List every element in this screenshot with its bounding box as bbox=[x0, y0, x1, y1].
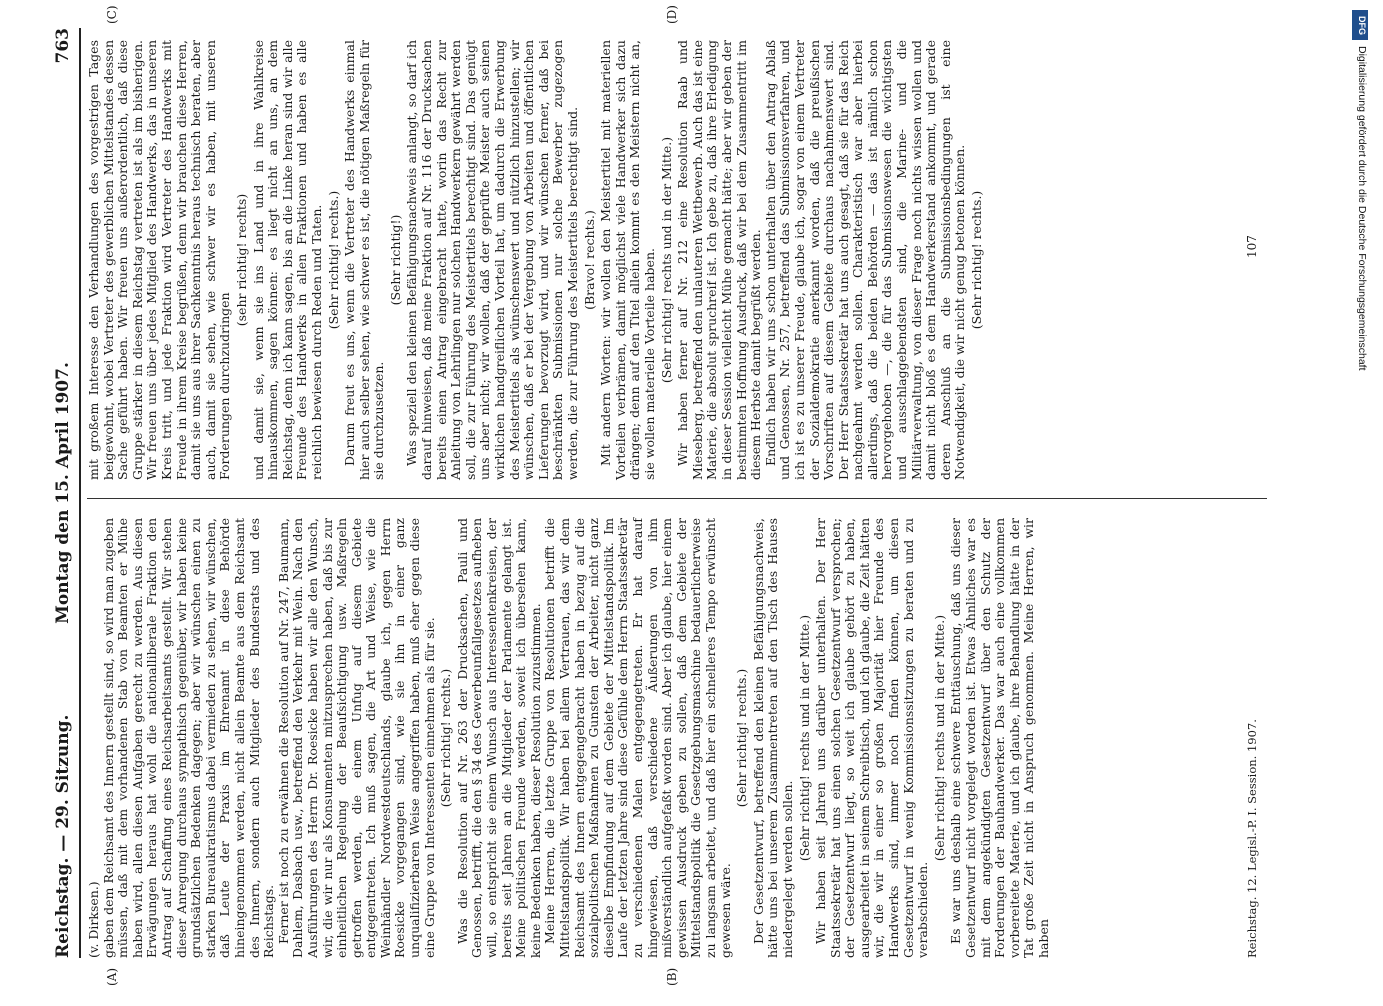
scanned-page bbox=[45, 5, 1295, 986]
paragraph: Darum freut es uns, wenn die Vertreter des Handwerks einmal hier auch selber sehen, wie schwer es ist, die nötigen Maßregeln für sie durchzusetzen. bbox=[342, 40, 387, 480]
interjection: (sehr richtig! rechts) bbox=[233, 193, 249, 327]
paragraph: Wir haben ferner auf Nr. 212 eine Resolution Raab und Mieseberg, betreffend den unlauteren Wettbewerb. Auch das ist eine Materie, die absolut spruchreif ist. Ich gebe zu, daß ihre Erledigung in dieser Session vielleicht Mühe gemacht hätte; aber wir geben der bestimmten Hoffnung Ausdruck, daß wir bei dem Zusammentritt im diesem Herbste damit begrüßt werden. bbox=[675, 40, 764, 480]
paragraph: mit großem Interesse den Verhandlungen des vorgestrigen Tages beigewohnt, wobei Vertreter des gewerblichen Mittelstandes dessen Sache geführt haben. Wir freuen uns außerordentlich, daß diese Gruppe stärker in diesem Reichstag vertreten ist als im bisherigen. Wir freuen uns über jedes Mitglied des Handwerks, das in unseren Kreis tritt, und jede Fraktion wird Vertreter des Handwerks mit Freude in ihrem Kreise begrüßen, denn wir brauchen diese Herren, damit sie uns aus ihrer Sachkenntnis heraus technisch beraten, aber auch, damit sie sehen, wie schwer wir es haben, mit unseren Forderungen durchzudringen bbox=[86, 40, 233, 480]
paragraph: Es war uns deshalb eine schwere Enttäuschung, daß uns dieser Gesetzentwurf nicht vorgelegt worden ist. Etwas Ähnliches war es mit dem angekündigten Gesetzentwurf über den Schutz der Forderungen der Bauhandwerker. Das war auch eine vollkommen vorbereitete Materie, und ich glaube, ihre Behandlung hätte in der Tat große Zeit nicht in Anspruch genommen. Meine Herren, wir haben bbox=[948, 518, 1051, 958]
interjection: (Sehr richtig! rechts und in der Mitte.) bbox=[931, 614, 947, 862]
interjection: (Bravo! rechts.) bbox=[581, 210, 597, 310]
header-rule bbox=[79, 28, 81, 958]
paragraph: und damit sie, wenn sie ins Land und in ihre Wahlkreise hinauskommen, sagen können: es liegt nicht an uns, an dem Reichstag, denn ich kann sagen, bis an die Linke heran sind wir alle Freunde des Handwerks in allen Fraktionen und haben es alle reichlich bewiesen durch Reden und Taten. bbox=[250, 40, 324, 480]
interjection: (Sehr richtig! rechts und in der Mitte.) bbox=[658, 136, 674, 384]
speaker-label: (v. Dirksen.) bbox=[86, 881, 101, 958]
interjection: (Sehr richtig! rechts.) bbox=[734, 668, 750, 808]
interjection: (Sehr richtig! rechts.) bbox=[438, 668, 454, 808]
page-header bbox=[45, 28, 79, 958]
dfg-logo: DFG bbox=[1352, 10, 1368, 40]
paragraph: Der Gesetzentwurf, betreffend den kleinen Befähigungsnachweis, hätte uns bei unserem Zusammentreten auf den Tisch des Hauses niedergelegt werden sollen. bbox=[750, 518, 795, 958]
paragraph: Was speziell den kleinen Befähigungsnachweis anlangt, so darf ich darauf hinweisen, daß meine Fraktion auf Nr. 116 der Drucksachen bereits einen Antrag eingebracht hatte, worin das Recht zur Anleitung von Lehrlingen nur solchen Handwerkern gewährt werden soll, die zur Führung des Meistertitels berechtigt sind. Das genügt uns aber nicht; wir wollen, daß der geprüfte Meister auch seinen wirklichen handgreiflichen Vorteil hat, um dadurch die Erwerbung des Meistertitels als wünschenswert und nützlich hinzustellen; wir wünschen, daß er bei der Vergebung von Arbeiten und öffentlichen Lieferungen bevorzugt wird, und wir wünschen ferner, daß bei beschränkten Submissionen nur solche Bewerber zugezogen werden, die zur Führung des Meistertitels berechtigt sind. bbox=[404, 40, 580, 480]
paragraph: Wir haben seit Jahren uns darüber unterhalten. Der Herr Staatssekretär hat uns einen solchen Gesetzentwurf versprochen; der Gesetzentwurf liegt, so weit ich glaube gehört zu haben, ausgearbeitet in seinem Schreibtisch, und ich glaube, die Zeit hätten wir, die wir in einer so großen Majorität hier Freunde des Handwerks sind, immer noch finden können, um diesen Gesetzentwurf in wenig Kommissionssitzungen zu beraten und zu verabschieden. bbox=[813, 518, 931, 958]
margin-marker-a: (A) bbox=[105, 967, 119, 986]
paragraph: Endlich haben wir uns schon unterhalten über den Antrag Ablaß und Genossen, Nr. 257, betreffend das Submissionsverfahren, und ich ist es zu unserer Freude, glaube ich, sogar von einem Vertreter der Sozialdemokratie anerkannt worden, daß die preußischen Vorschriften auf diesem Gebiete durchaus nachahmenswert sind. Der Herr Staatssekretär hat uns auch gesagt, daß sie für das Reich nachgeahmt werden sollen. Charakteristisch war aber hierbei allerdings, daß die beiden Behörden — das ist nämlich schon hervorgehoben —, die für das Submissionswesen die wichtigsten und ausschlaggebendsten sind, die Marine- und die Militärverwaltung, von dieser Frage noch nichts wissen wollen und damit nicht bloß es dem Handwerkerstand ankommt, und gerade deren Anschluß an die Submissionsbedingungen ist eine Notwendigkeit, die wir nicht genug betonen können. bbox=[762, 40, 968, 480]
interjection: (Sehr richtig! rechts und in der Mitte.) bbox=[796, 614, 812, 862]
margin-marker-c: (C) bbox=[105, 5, 119, 24]
interjection: (Sehr richtig!) bbox=[387, 214, 403, 306]
interjection: (Sehr richtig! rechts.) bbox=[325, 190, 341, 330]
credit-text: Digitalisierung gefördert durch die Deutsche Forschungsgemeinschaft bbox=[1356, 46, 1368, 371]
margin-marker-d: (D) bbox=[665, 5, 679, 24]
paragraph: Was die Resolution auf Nr. 263 der Drucksachen, Pauli und Genossen, betrifft, die den § 34 des Gewerbeunfallgesetzes aufheben will, so entspricht sie einem Wunsch aus Interessentenkreisen, der bereits seit Jahren an die Mitglieder der Parlamente gelangt ist. Meine politischen Freunde werden, soweit ich übersehen kann, keine Bedenken haben, dieser Resolution zuzustimmen. bbox=[454, 518, 543, 958]
header-page-number: 763 bbox=[53, 28, 73, 64]
column-divider bbox=[87, 498, 1267, 499]
right-column bbox=[87, 40, 987, 480]
header-date: Montag den 15. April 1907. bbox=[53, 362, 73, 624]
footer-citation: Reichstag. 12. Legisl.-P. I. Session. 1907. bbox=[1245, 719, 1259, 958]
paragraph: Mit andern Worten: wir wollen den Meistertitel mit materiellen Vorteilen verbrämen, damit möglichst viele Handwerker sich dazu drängen; denn auf den Titel allein kommt es den Meistern nicht an, sie wollen materielle Vorteile haben. bbox=[598, 40, 657, 480]
header-session: Reichstag. — 29. Sitzung. bbox=[53, 714, 73, 958]
rotated-content bbox=[45, 5, 1295, 986]
interjection: (Sehr richtig! rechts.) bbox=[969, 190, 985, 330]
footer-sheet-number: 107 bbox=[1245, 235, 1259, 258]
paragraph: gaben dem Reichsamt des Innern gestellt sind, so wird man zugeben müssen, daß mit dem vorhandenen Stab von Beamten er Mühe haben wird, allen diesen Aufgaben gerecht zu werden. Aus diesen Erwägungen heraus hat wohl die nationalliberale Fraktion den Antrag auf Schaffung eines Reichsarbeitsamts gestellt. Wir stehen dieser Anregung durchaus sympathisch gegenüber, wir haben keine grundsätzlichen Bedenken dagegen; aber wir wünschen einen zu starken Bureaukratismus dabei vermieden zu sehen, wir wünschen, daß Leute der Praxis im Ehrenamt in diese Behörde hineingenommen werden, nicht allein Beamte aus dem Reichsamt des Innern, sondern auch Mitglieder des Bundesrats und des Reichstags. bbox=[100, 518, 277, 958]
margin-marker-b: (B) bbox=[665, 967, 679, 986]
paragraph: Ferner ist noch zu erwähnen die Resolution auf Nr. 247, Baumann, Dahlem, Dasbach usw., betreffend den Verkehr mit Wein. Nach den Ausführungen des Herrn Dr. Roesicke haben wir alle den Wunsch, wir, die wir nur als Konsumenten mitzusprechen haben, daß bis zur einheitlichen Regelung der Beaufsichtigung usw. Maßregeln getroffen werden, die einem Unfug auf diesem Gebiete entgegentreten. Ich muß sagen, die Art und Weise, wie die Weinhändler Nordwestdeutschlands, glaube ich, gegen Herrn Roesicke vorgegangen sind, wie sie ihn in einer ganz unqualifizierbaren Weise angegriffen haben, muß eher gegen diese eine Gruppe von Interessenten einnehmen als für sie. bbox=[275, 518, 437, 958]
left-column bbox=[87, 518, 1052, 958]
paragraph: Meine Herren, die letzte Gruppe von Resolutionen betrifft die Mittelstandspolitik. Wir haben bei allem Vertrauen, das wir dem Reichsamt des Innern entgegengebracht haben in bezug auf die sozialpolitischen Maßnahmen zu Gunsten der Arbeiter, nicht ganz dieselbe Empfindung auf dem Gebiete der Mittelstandspolitik. Im Laufe der letzten Jahre sind diese Gefühle dem Herrn Staatssekretär zu verschiedenen Malen entgegengetreten. Er hat darauf hingewiesen, daß verschiedene Äußerungen von ihm mißverständlich aufgefaßt worden sind. Aber ich glaube, hier einem gewissen Ausdruck geben zu sollen, daß dem Gebiete der Mittelstandspolitik die Gesetzgebungsmaschine bedauerlicherweise zu langsam arbeitet, und daß hier ein schnelleres Tempo erwünscht gewesen wäre. bbox=[542, 518, 733, 958]
digitization-credit bbox=[1346, 10, 1376, 990]
